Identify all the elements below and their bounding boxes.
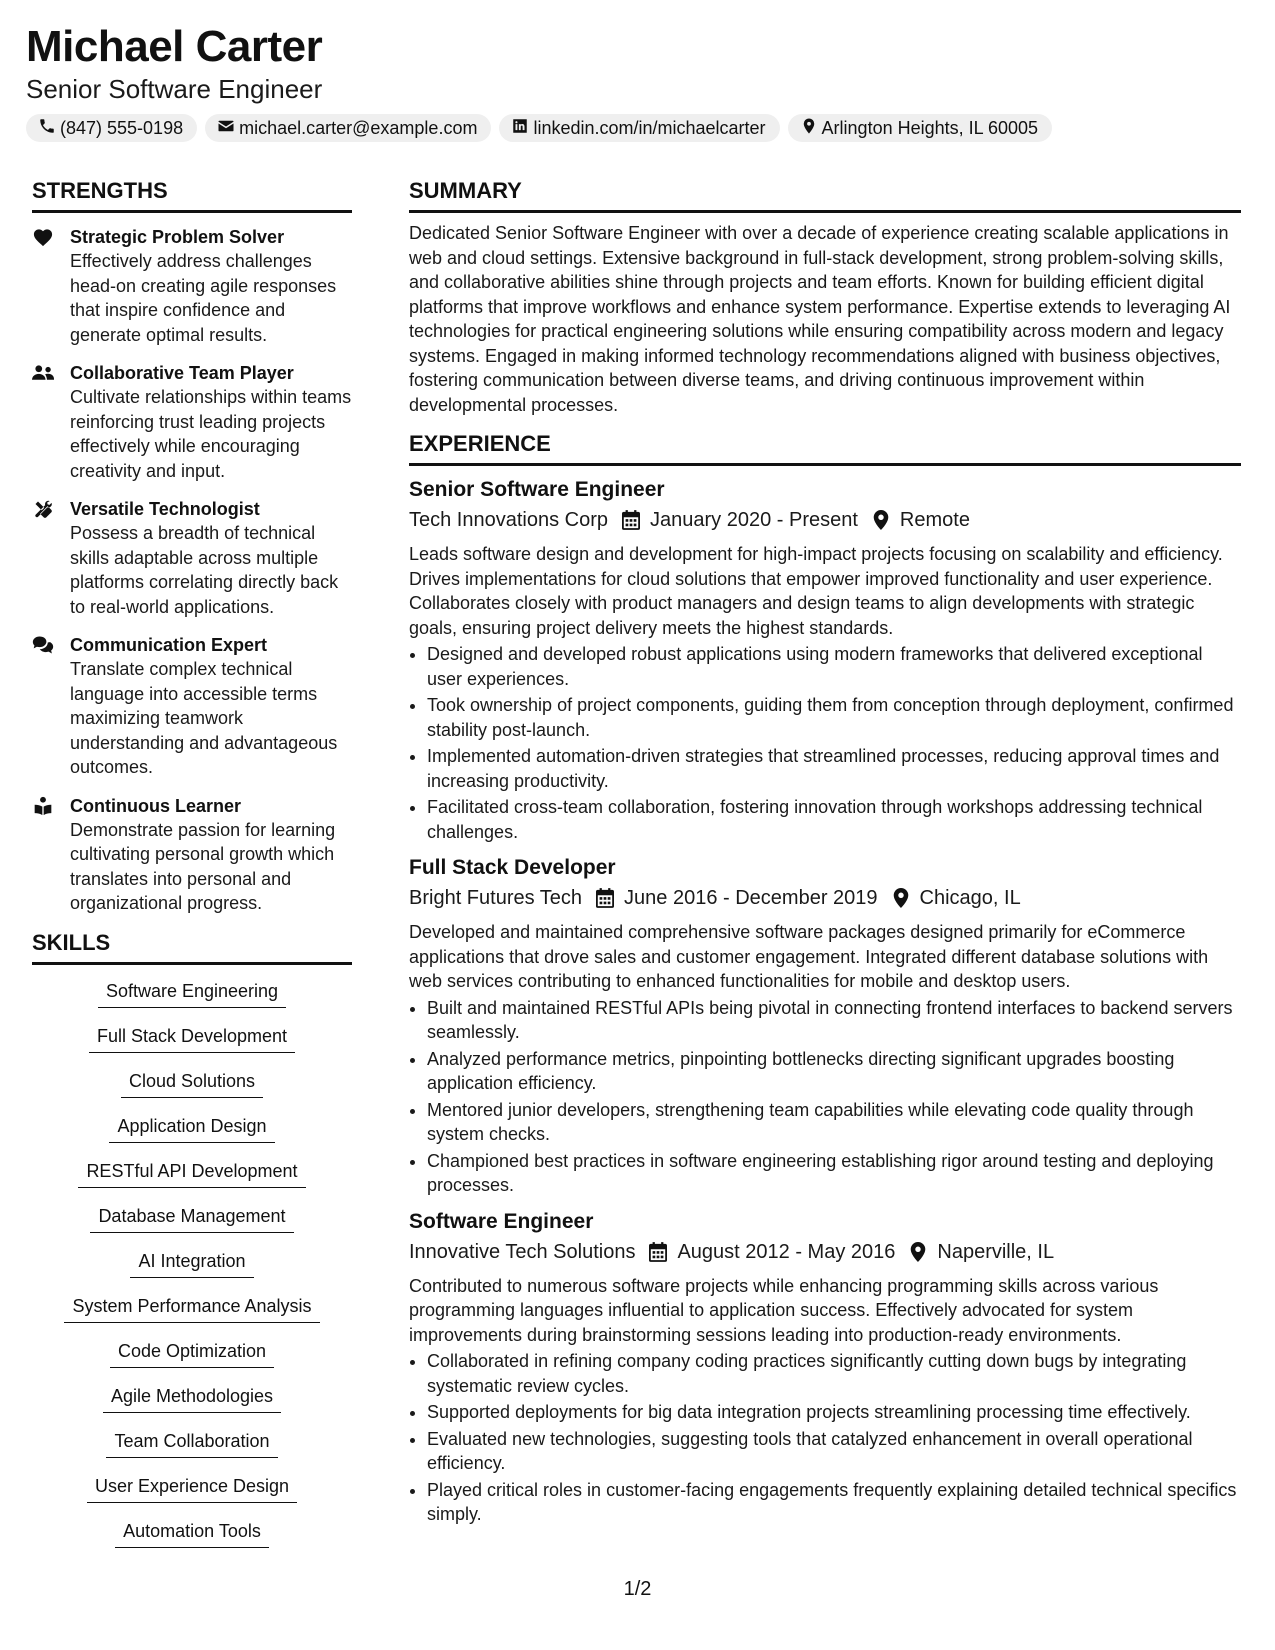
map-pin-icon [892,888,910,908]
candidate-name: Michael Carter [26,22,323,71]
skills-heading: SKILLS [32,930,352,965]
calendar-icon [649,1242,667,1262]
job-location: Chicago, IL [919,887,1021,909]
strength-title: Versatile Technologist [70,499,260,519]
job-bullet: • Analyzed performance metrics, pinpointing bottlenecks directing significant upgrades boosting application efficiency. [427,1047,1241,1096]
job-bullet: • Designed and developed robust applications using modern frameworks that delivered exceptional user experiences. [427,642,1241,691]
strength-item [32,225,352,347]
skill-item: Team Collaboration [106,1429,277,1458]
job-bullet: • Supported deployments for big data integration projects streamlining processing time effectively. [427,1400,1241,1425]
heart-icon [32,227,54,247]
job-bullet: • Facilitated cross-team collaboration, fostering innovation through workshops addressing technical challenges. [427,795,1241,844]
job-bullets [409,642,1241,844]
tools-icon [32,499,54,519]
job-bullet: • Evaluated new technologies, suggesting tools that catalyzed enhancement in overall operational efficiency. [427,1427,1241,1476]
summary-heading: SUMMARY [409,178,1241,213]
contact-location-text: Arlington Heights, IL 60005 [821,117,1039,138]
job-bullet: • Played critical roles in customer-facing engagements frequently explaining detailed technical specifics simply. [427,1478,1241,1527]
strength-desc: Demonstrate passion for learning cultivating personal growth which translates into personal and organizational progress. [70,819,336,913]
map-pin-icon [909,1242,927,1262]
skill-item: Agile Methodologies [103,1384,281,1413]
skill-item: Application Design [109,1114,274,1143]
left-column [32,178,352,1564]
skill-item: Database Management [90,1204,293,1233]
calendar-icon [596,888,614,908]
phone-icon [38,117,56,140]
skills-list [32,979,352,1564]
strength-desc: Cultivate relationships within teams reinforcing trust leading projects effectively while encouraging creativity and input. [70,387,352,481]
job-dates: June 2016 - December 2019 [624,887,878,909]
candidate-role: Senior Software Engineer [26,74,323,104]
job-location: Naperville, IL [937,1240,1055,1263]
skill-item: Full Stack Development [89,1024,295,1053]
strength-item [32,497,352,619]
job-company: Innovative Tech Solutions [409,1240,636,1263]
job-company: Tech Innovations Corp [409,509,609,531]
job-bullet: • Collaborated in refining company coding practices significantly cutting down bugs by integrating systematic review cycles. [427,1349,1241,1398]
job-meta [409,1238,1241,1266]
users-icon [32,363,54,383]
summary-text: Dedicated Senior Software Engineer with over a decade of experience creating scalable applications in web and cloud settings. Extensive background in full-stack development, strong problem-solving skills, and collaborative abilities shine through projects and team efforts. Known for building efficient digital platforms that improve workflows and enhance system performance. Expertise extends to leveraging AI technologies for practical engineering solutions while ensuring compatibility across modern and legacy systems. Engaged in making informed technology recommendations aligned with business objectives, fostering communication between diverse teams, and driving continuous improvement within developmental processes. [409,223,1231,415]
experience-heading: EXPERIENCE [409,431,1241,466]
job-meta [409,884,1241,912]
job-bullet: • Championed best practices in software engineering establishing rigor around testing and deploying processes. [427,1149,1241,1198]
job-dates: August 2012 - May 2016 [677,1240,896,1263]
strengths-heading: STRENGTHS [32,178,352,213]
job-description: Contributed to numerous software projects while enhancing programming skills across various programming languages influential to application success. Effectively advocated for system improvements during brainstorming sessions leading into production-ready environments. [409,1275,1159,1345]
job-entry [409,476,1241,844]
map-pin-icon [800,117,818,140]
job-location: Remote [899,509,970,531]
map-pin-icon [872,510,890,530]
job-title: Senior Software Engineer [409,478,665,501]
job-description: Developed and maintained comprehensive software packages designed primarily for eCommerce applications that drove sales and customer engagement. Integrated different database solutions with web services contributing to enhanced functionalities for mobile and desktop users. [409,922,1209,991]
page-number: 1/2 [623,1578,652,1600]
contact-phone-text: (847) 555-0198 [60,117,184,138]
strength-title: Strategic Problem Solver [70,227,285,247]
job-company: Bright Futures Tech [409,887,583,909]
job-title: Software Engineer [409,1209,594,1233]
job-entry [409,854,1241,1198]
calendar-icon [622,510,640,530]
job-description: Leads software design and development for high-impact projects focusing on scalability and efficiency. Drives implementations for cloud solutions that empower improved functionality and user experience. Collaborates closely with product managers and design teams to align developments with strategic goals, ensuring project delivery meets the highest standards. [409,544,1223,638]
job-bullet: • Mentored junior developers, strengthening team capabilities while elevating code quality through system checks. [427,1098,1241,1147]
contact-location [788,114,1052,142]
strength-desc: Possess a breadth of technical skills adaptable across multiple platforms correlating directly back to real-world applications. [70,523,339,617]
skill-item: AI Integration [130,1249,253,1278]
skill-item: Automation Tools [115,1519,269,1548]
skill-item: RESTful API Development [78,1159,305,1188]
right-column [409,178,1241,1529]
strength-title: Collaborative Team Player [70,363,294,383]
book-reader-icon [32,796,54,816]
contact-phone[interactable] [26,114,197,142]
job-entry [409,1208,1241,1527]
linkedin-icon [511,117,529,140]
skill-item: Software Engineering [98,979,286,1008]
envelope-icon [217,117,235,140]
contact-email-text: michael.carter@example.com [239,117,478,138]
job-meta [409,506,1241,534]
strength-title: Communication Expert [70,635,268,655]
job-bullet: • Implemented automation-driven strategies that streamlined processes, reducing approval times and increasing productivity. [427,744,1241,793]
job-bullet: • Took ownership of project components, guiding them from conception through deployment, confirmed stability post-launch. [427,693,1241,742]
strength-item [32,794,352,916]
strength-item [32,361,352,483]
contact-linkedin-text: linkedin.com/in/michaelcarter [533,117,766,138]
strength-title: Continuous Learner [70,795,242,816]
job-bullet: • Built and maintained RESTful APIs being pivotal in connecting frontend interfaces to backend servers seamlessly. [427,996,1241,1045]
contact-email[interactable] [205,114,491,142]
job-title: Full Stack Developer [409,856,616,879]
skill-item: System Performance Analysis [64,1294,319,1323]
strengths-list [32,225,352,916]
contact-linkedin[interactable] [499,114,779,142]
skill-item: Code Optimization [110,1339,274,1368]
strength-desc: Translate complex technical language into accessible terms maximizing teamwork understanding and advantageous outcomes. [70,659,338,777]
comments-icon [32,635,54,655]
job-bullets [409,1349,1241,1527]
skill-item: User Experience Design [87,1474,297,1503]
job-dates: January 2020 - Present [650,509,858,531]
skill-item: Cloud Solutions [121,1069,263,1098]
job-bullets [409,996,1241,1198]
strength-item [32,633,352,780]
contact-bar [26,114,1052,142]
strength-desc: Effectively address challenges head-on creating agile responses that inspire confidence and generate optimal results. [70,251,337,345]
